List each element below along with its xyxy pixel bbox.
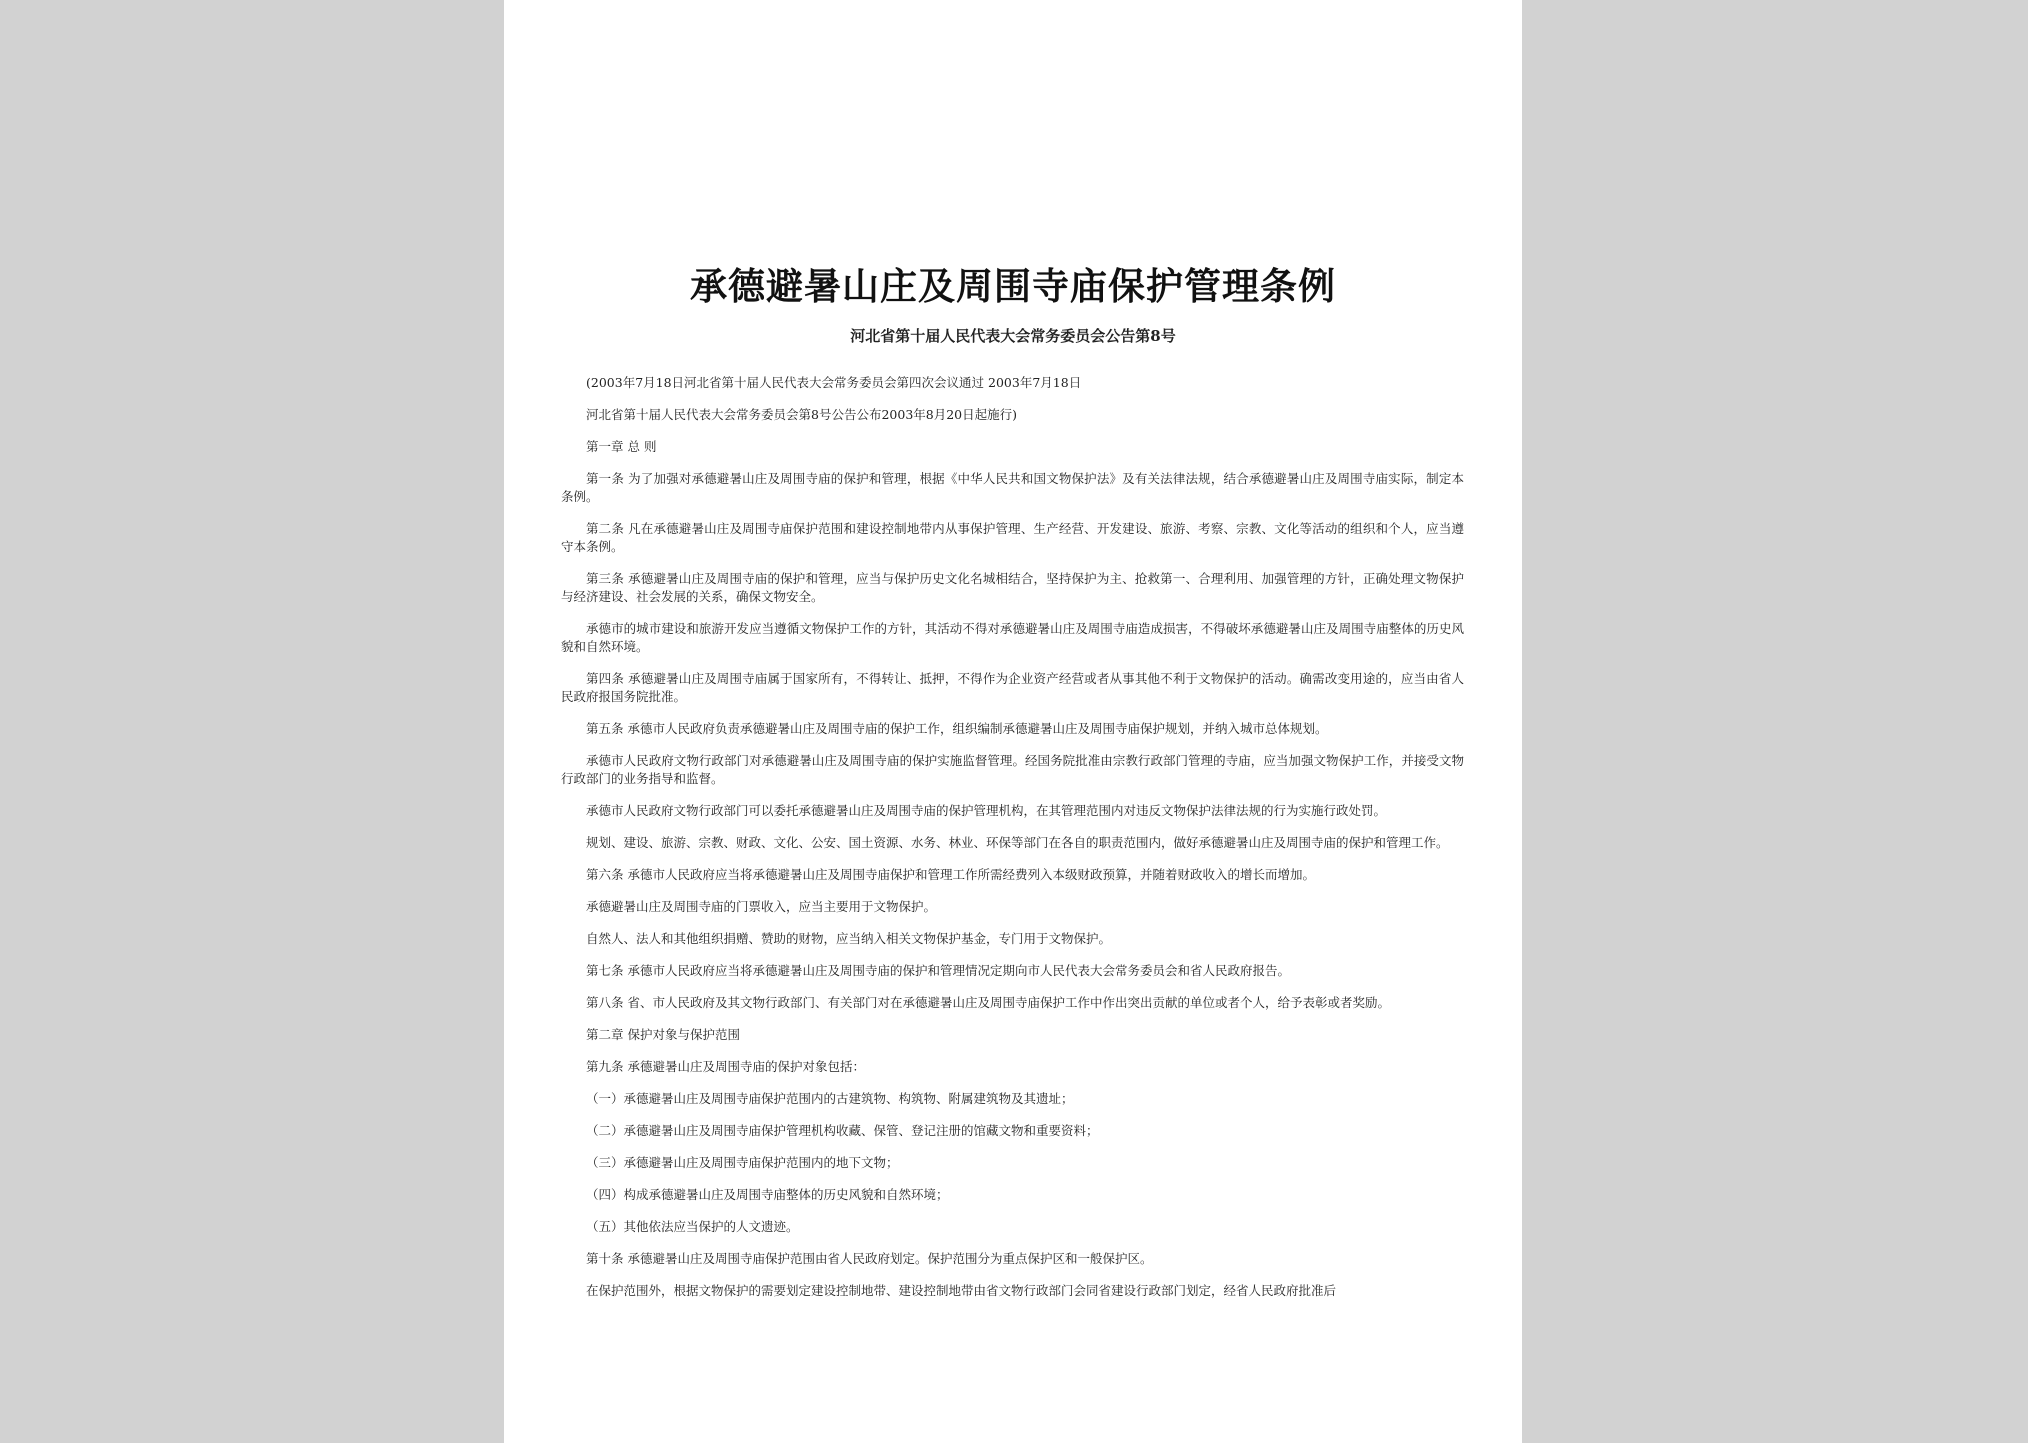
article-10-paragraph-2: 在保护范围外，根据文物保护的需要划定建设控制地带、建设控制地带由省文物行政部门会同省建设行政部门划定，经省人民政府批准后 (586, 1283, 1337, 1298)
article-9-item-3: （三）承德避暑山庄及周围寺庙保护范围内的地下文物； (586, 1155, 899, 1170)
paragraph-2: 河北省第十届人民代表大会常务委员会第8号公告公布2003年8月20日起施行) (586, 407, 1018, 422)
document-title: 承德避暑山庄及周围寺庙保护管理条例 (690, 264, 1336, 308)
article-9-item-1: （一）承德避暑山庄及周围寺庙保护范围内的古建筑物、构筑物、附属建筑物及其遗址； (586, 1091, 1074, 1106)
document-subtitle: 河北省第十届人民代表大会常务委员会公告第8号 (850, 327, 1176, 345)
article-4: 第四条 承德避暑山庄及周围寺庙属于国家所有，不得转让、抵押，不得作为企业资产经营或者从事其他不利于文物保护的活动。确需改变用途的，应当由省人民政府报国务院批准。 (561, 671, 1464, 704)
chapter-1-heading: 第一章 总 则 (586, 439, 657, 454)
article-10: 第十条 承德避暑山庄及周围寺庙保护范围由省人民政府划定。保护范围分为重点保护区和一般保护区。 (586, 1251, 1153, 1266)
article-5-paragraph-3: 承德市人民政府文物行政部门可以委托承德避暑山庄及周围寺庙的保护管理机构，在其管理范围内对违反文物保护法律法规的行为实施行政处罚。 (586, 803, 1387, 818)
article-6: 第六条 承德市人民政府应当将承德避暑山庄及周围寺庙保护和管理工作所需经费列入本级财政预算，并随着财政收入的增长而增加。 (586, 867, 1315, 882)
article-5-paragraph-2: 承德市人民政府文物行政部门对承德避暑山庄及周围寺庙的保护实施监督管理。经国务院批准由宗教行政部门管理的寺庙，应当加强文物保护工作，并接受文物行政部门的业务指导和监督。 (561, 753, 1464, 786)
article-5-paragraph-4: 规划、建设、旅游、宗教、财政、文化、公安、国土资源、水务、林业、环保等部门在各自的职责范围内，做好承德避暑山庄及周围寺庙的保护和管理工作。 (586, 835, 1449, 850)
article-5: 第五条 承德市人民政府负责承德避暑山庄及周围寺庙的保护工作，组织编制承德避暑山庄及周围寺庙保护规划，并纳入城市总体规划。 (586, 721, 1328, 736)
paragraph-1: (2003年7月18日河北省第十届人民代表大会常务委员会第四次会议通过 2003年7月18日 (586, 375, 1082, 390)
article-9-item-5: （五）其他依法应当保护的人文遗迹。 (586, 1219, 799, 1234)
article-2: 第二条 凡在承德避暑山庄及周围寺庙保护范围和建设控制地带内从事保护管理、生产经营、开发建设、旅游、考察、宗教、文化等活动的组织和个人，应当遵守本条例。 (561, 521, 1464, 554)
article-8: 第八条 省、市人民政府及其文物行政部门、有关部门对在承德避暑山庄及周围寺庙保护工作中作出突出贡献的单位或者个人，给予表彰或者奖励。 (586, 995, 1390, 1010)
document-page (504, 0, 1522, 1443)
article-9-item-2: （二）承德避暑山庄及周围寺庙保护管理机构收藏、保管、登记注册的馆藏文物和重要资料； (586, 1123, 1099, 1138)
chapter-2-heading: 第二章 保护对象与保护范围 (586, 1027, 740, 1042)
article-1: 第一条 为了加强对承德避暑山庄及周围寺庙的保护和管理，根据《中华人民共和国文物保护法》及有关法律法规，结合承德避暑山庄及周围寺庙实际，制定本条例。 (561, 471, 1464, 504)
article-9: 第九条 承德避暑山庄及周围寺庙的保护对象包括： (586, 1059, 865, 1074)
article-7: 第七条 承德市人民政府应当将承德避暑山庄及周围寺庙的保护和管理情况定期向市人民代表大会常务委员会和省人民政府报告。 (586, 963, 1290, 978)
article-3-paragraph-2: 承德市的城市建设和旅游开发应当遵循文物保护工作的方针，其活动不得对承德避暑山庄及周围寺庙造成损害，不得破坏承德避暑山庄及周围寺庙整体的历史风貌和自然环境。 (561, 621, 1464, 654)
article-9-item-4: （四）构成承德避暑山庄及周围寺庙整体的历史风貌和自然环境； (586, 1187, 949, 1202)
article-6-paragraph-3: 自然人、法人和其他组织捐赠、赞助的财物，应当纳入相关文物保护基金，专门用于文物保护。 (586, 931, 1112, 946)
article-3: 第三条 承德避暑山庄及周围寺庙的保护和管理，应当与保护历史文化名城相结合，坚持保护为主、抢救第一、合理利用、加强管理的方针，正确处理文物保护与经济建设、社会发展的关系，确保文物安全。 (561, 571, 1464, 604)
article-6-paragraph-2: 承德避暑山庄及周围寺庙的门票收入，应当主要用于文物保护。 (586, 899, 937, 914)
document-body (561, 374, 1464, 1300)
